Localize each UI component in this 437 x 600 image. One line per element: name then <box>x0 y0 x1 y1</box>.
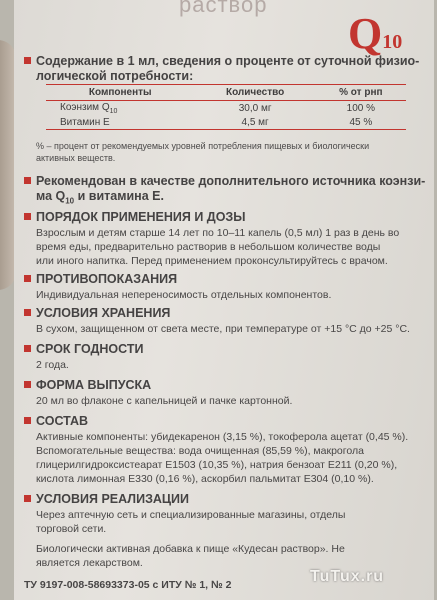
sale-line: торговой сети. <box>36 523 107 535</box>
table-row <box>46 101 406 117</box>
bio-line: Биологически активная добавка к пище «Кудесан раствор». Не <box>36 543 345 555</box>
sale-line: Через аптечную сеть и специализированные магазины, отделы <box>36 509 346 521</box>
composition-line: Активные компоненты: убидекаренон (3,15 %), токоферола ацетат (0,45 %). <box>36 431 409 443</box>
content-title: Содержание в 1 мл, сведения о проценте от суточной физио- <box>24 54 419 68</box>
table-header: Количество <box>195 85 316 101</box>
instruction-leaflet <box>14 0 434 600</box>
q10-logo: Q10 <box>348 9 403 58</box>
usage-line: Взрослым и детям старше 14 лет по 10–11 капель (0,5 мл) 1 раз в день во <box>36 227 400 239</box>
bio-line: является лекарством. <box>36 557 143 569</box>
bullet-icon <box>24 309 31 316</box>
table-cell: Витамин Е <box>46 116 195 130</box>
usage-title: ПОРЯДОК ПРИМЕНЕНИЯ И ДОЗЫ <box>24 210 246 224</box>
composition-line: глицерилгидроксистеарат Е1503 (10,35 %), натрия бензоат Е211 (0,20 %), <box>36 459 398 471</box>
usage-line: или иного напитка. Перед применением проконсультируйтесь с врачом. <box>36 255 388 267</box>
table-row <box>46 116 406 130</box>
table-header: Компоненты <box>46 85 195 101</box>
bullet-icon <box>24 177 31 184</box>
storage-title: УСЛОВИЯ ХРАНЕНИЯ <box>24 306 170 320</box>
components-table <box>46 84 406 130</box>
form-line: 20 мл во флаконе с капельницей и пачке картонной. <box>36 395 293 407</box>
shelf-title: СРОК ГОДНОСТИ <box>24 342 144 356</box>
recommended-text-line2: ма $Q_{10}$ и витамина Е. <box>36 189 164 206</box>
composition-line: Вспомогательные вещества: вода очищенная (85,59 %), макрогола <box>36 445 364 457</box>
footnote-line: активных веществ. <box>36 153 116 163</box>
table-cell: 45 % <box>316 116 406 130</box>
recommended-text: Рекомендован в качестве дополнительного источника коэнзи- <box>24 174 425 188</box>
storage-line: В сухом, защищенном от света месте, при температуре от +15 °С до +25 °С. <box>36 323 410 335</box>
table-cell: 100 % <box>346 103 376 114</box>
shelf-line: 2 года. <box>36 359 69 371</box>
footnote-line: % – процент от рекомендуемых уровней потребления пищевых и биологически <box>36 141 370 151</box>
bullet-icon <box>24 57 31 64</box>
composition-title: СОСТАВ <box>24 414 88 428</box>
sale-title: УСЛОВИЯ РЕАЛИЗАЦИИ <box>24 492 189 506</box>
bullet-icon <box>24 345 31 352</box>
header-word: раствор <box>179 0 268 17</box>
bullet-icon <box>24 275 31 282</box>
table-header: % от рнп <box>316 85 406 101</box>
bullet-icon <box>24 213 31 220</box>
bullet-icon <box>24 381 31 388</box>
site-watermark: TuTux.ru <box>310 568 385 585</box>
bullet-icon <box>24 417 31 424</box>
table-cell: 4,5 мг <box>195 116 316 130</box>
form-title: ФОРМА ВЫПУСКА <box>24 378 151 392</box>
table-cell: Коэнзим $Q_{10}$ <box>60 102 118 115</box>
bullet-icon <box>24 495 31 502</box>
content-title-line2: логической потребности: <box>36 69 194 83</box>
usage-line: время еды, предварительно растворив в небольшом количестве воды <box>36 241 381 253</box>
table-cell: 30,0 мг <box>238 103 272 114</box>
contra-title: ПРОТИВОПОКАЗАНИЯ <box>24 272 177 286</box>
tu-line: ТУ 9197-008-58693373-05 с ИТУ № 1, № 2 <box>24 579 232 591</box>
contra-line: Индивидуальная непереносимость отдельных компонентов. <box>36 289 332 301</box>
table-header-row <box>46 85 406 101</box>
composition-line: кислота лимонная Е330 (0,16 %), аскорбил пальмитат Е304 (0,10 %). <box>36 473 374 485</box>
